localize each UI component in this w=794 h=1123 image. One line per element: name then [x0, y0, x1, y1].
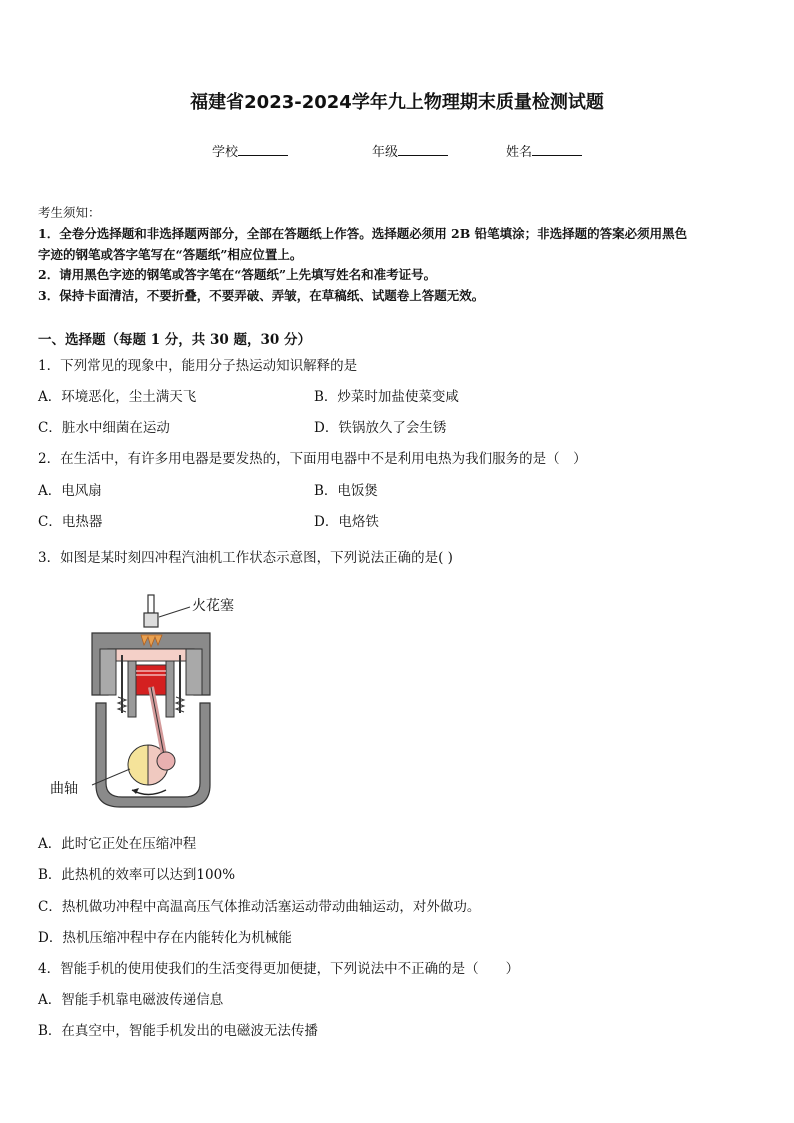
option: A．环境恶化，尘土满天飞 [38, 389, 197, 405]
option: D．铁锅放久了会生锈 [314, 420, 447, 436]
spark-plug-leader [159, 607, 190, 617]
school-label: 学校 [212, 145, 239, 160]
option: A．此时它正处在压缩冲程 [38, 836, 197, 852]
option: B．此热机的效率可以达到100% [38, 867, 236, 883]
option: B．炒菜时加盐使菜变咸 [314, 389, 459, 405]
grade-field [372, 141, 448, 160]
crank-pin [157, 752, 175, 770]
name-field [506, 141, 582, 160]
exhaust-port [186, 649, 202, 695]
page-title: 福建省2023-2024学年九上物理期末质量检测试题 [190, 92, 604, 113]
question-stem: 1．下列常见的现象中，能用分子热运动知识解释的是 [38, 358, 358, 374]
grade-label: 年级 [372, 145, 399, 160]
intake-port [100, 649, 116, 695]
notice-heading: 考生须知： [38, 205, 101, 220]
option: C．热机做功冲程中高温高压气体推动活塞运动带动曲轴运动，对外做功。 [38, 899, 481, 915]
cylinder-wall-left [128, 661, 136, 717]
option: C．电热器 [38, 514, 103, 530]
grade-blank [398, 143, 448, 156]
spark-plug-label: 火花塞 [192, 598, 234, 614]
section-heading: 一、选择题（每题 1 分，共 30 题，30 分） [38, 332, 311, 348]
crankshaft-label: 曲轴 [50, 781, 78, 797]
notice-item: 字迹的钢笔或答字笔写在“答题纸”相应位置上。 [38, 247, 303, 262]
option: C．脏水中细菌在运动 [38, 420, 170, 436]
option: D．热机压缩冲程中存在内能转化为机械能 [38, 930, 292, 946]
name-label: 姓名 [506, 145, 533, 160]
combustion-chamber [116, 649, 186, 661]
spark-plug-terminal [148, 595, 154, 613]
option: B．电饭煲 [314, 483, 378, 499]
cylinder-wall-right [166, 661, 174, 717]
notice-item: 2．请用黑色字迹的钢笔或答字笔在“答题纸”上先填写姓名和准考证号。 [38, 267, 437, 282]
option: B．在真空中，智能手机发出的电磁波无法传播 [38, 1023, 318, 1039]
question-stem: 2．在生活中，有许多用电器是要发热的，下面用电器中不是利用电热为我们服务的是（ ） [38, 451, 587, 467]
notice-item: 3．保持卡面清洁，不要折叠，不要弄破、弄皱，在草稿纸、试题卷上答题无效。 [38, 288, 485, 303]
question-stem: 3．如图是某时刻四冲程汽油机工作状态示意图，下列说法正确的是( ) [38, 550, 453, 566]
school-blank [238, 143, 288, 156]
engine-diagram [40, 585, 260, 815]
option: D．电烙铁 [314, 514, 379, 530]
option: A．电风扇 [38, 483, 102, 499]
name-blank [532, 143, 582, 156]
connecting-rod-outline [151, 687, 164, 755]
option: A．智能手机靠电磁波传递信息 [38, 992, 224, 1008]
notice-item: 1．全卷分选择题和非选择题两部分，全部在答题纸上作答。选择题必须用 2B 铅笔填涂；非选择题的答案必须用黑色 [38, 226, 688, 241]
school-field [212, 141, 288, 160]
spark-plug-body [144, 613, 158, 627]
question-stem: 4．智能手机的使用使我们的生活变得更加便捷，下列说法中不正确的是（ ） [38, 961, 520, 977]
